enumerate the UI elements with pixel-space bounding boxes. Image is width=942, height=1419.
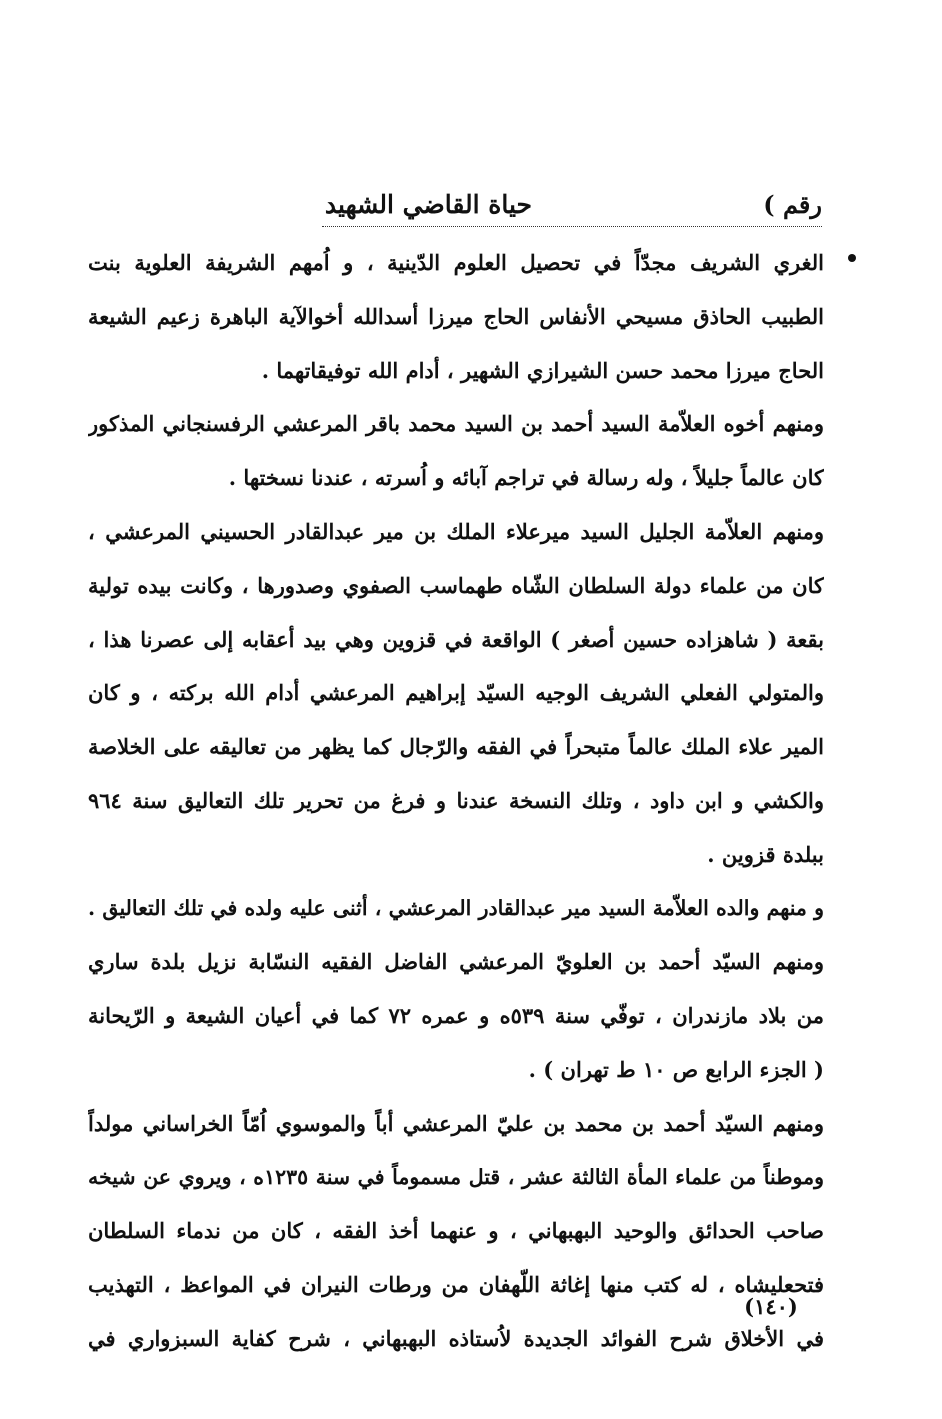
text-line: الحاج ميرزا محمد حسن الشيرازي الشهير ، أدام الله توفيقاتهما . xyxy=(261,357,824,383)
header-marker: رقم ) xyxy=(763,190,822,219)
text-line: بقعة ( شاهزاده حسين أصغر ) الواقعة في قزوين وهي بيد أعقابه إلى عصرنا هذا ، xyxy=(88,626,824,652)
text-line: الغري الشريف مجدّاً في تحصيل العلوم الدّينية ، و اُمهم الشريفة العلوية بنت xyxy=(88,250,824,275)
text-line: ومنهم السيّد أحمد بن محمد بن عليّ المرعشي أباً والموسوي اُمّاً الخراساني مولداً xyxy=(88,1110,824,1136)
text-line: ببلدة قزوين . xyxy=(707,841,824,867)
text-line: صاحب الحدائق والوحيد البهبهاني ، و عنهما أخذ الفقه ، كان من ندماء السلطان xyxy=(88,1218,824,1244)
bullet-dot-icon xyxy=(848,254,856,262)
text-line: من بلاد مازندران ، توفّي سنة ٥٣٩ه و عمره ٧٢ كما في أعيان الشيعة و الرّيحانة xyxy=(88,1003,824,1029)
text-line: المير علاء الملك عالماً متبحراً في الفقه والرّجال كما يظهر من تعاليقه على الخلاصة xyxy=(88,734,824,760)
running-header xyxy=(322,186,822,226)
text-line: والكشي و ابن داود ، وتلك النسخة عندنا و فرغ من تحرير تلك التعاليق سنة ٩٦٤ xyxy=(88,787,824,813)
text-line: وموطناً من علماء المأة الثالثة عشر ، قتل مسموماً في سنة ١٢٣٥ه ، ويروي عن شيخه xyxy=(88,1164,824,1189)
text-line: ( الجزء الرابع ص ١٠ ط تهران ) . xyxy=(528,1056,824,1082)
text-line: في الأخلاق شرح الفوائد الجديدة لاُستاذه البهبهاني ، شرح كفاية السبزواري في xyxy=(88,1325,824,1351)
text-line: ومنهم السيّد أحمد بن العلويّ المرعشي الفاضل الفقيه النسّابة نزيل بلدة ساري xyxy=(88,949,824,975)
header-title: حياة القاضي الشهيد xyxy=(324,190,532,219)
text-line: ومنهم العلاّمة الجليل السيد ميرعلاء الملك بن مير عبدالقادر الحسيني المرعشي ، xyxy=(88,518,824,544)
page-number: (١٤٠) xyxy=(744,1294,798,1319)
body-text xyxy=(88,236,824,1366)
text-line: والمتولي الفعلي الشريف الوجيه السيّد إبراهيم المرعشي أدام الله بركته ، و كان xyxy=(88,680,824,706)
text-line: كان عالماً جليلاً ، وله رسالة في تراجم آبائه و اُسرته ، عندنا نسختها . xyxy=(228,465,824,491)
text-line: ومنهم أخوه العلاّمة السيد أحمد بن السيد محمد باقر المرعشي الرفسنجاني المذكور xyxy=(88,411,824,437)
header-divider xyxy=(322,226,822,227)
text-line: كان من علماء دولة السلطان الشّاه طهماسب الصفوي وصدورها ، وكانت بيده تولية xyxy=(88,572,824,598)
text-line: فتحعليشاه ، له كتب منها إغاثة اللّهفان من ورطات النيران في المواعظ ، التهذيب xyxy=(88,1272,824,1298)
text-line: و منهم والده العلاّمة السيد مير عبدالقادر المرعشي ، أثنى عليه ولده في تلك التعاليق . xyxy=(88,895,824,920)
text-line: الطبيب الحاذق مسيحي الأنفاس الحاج ميرزا أسدالله أخوالآية الباهرة زعيم الشيعة xyxy=(88,303,824,329)
